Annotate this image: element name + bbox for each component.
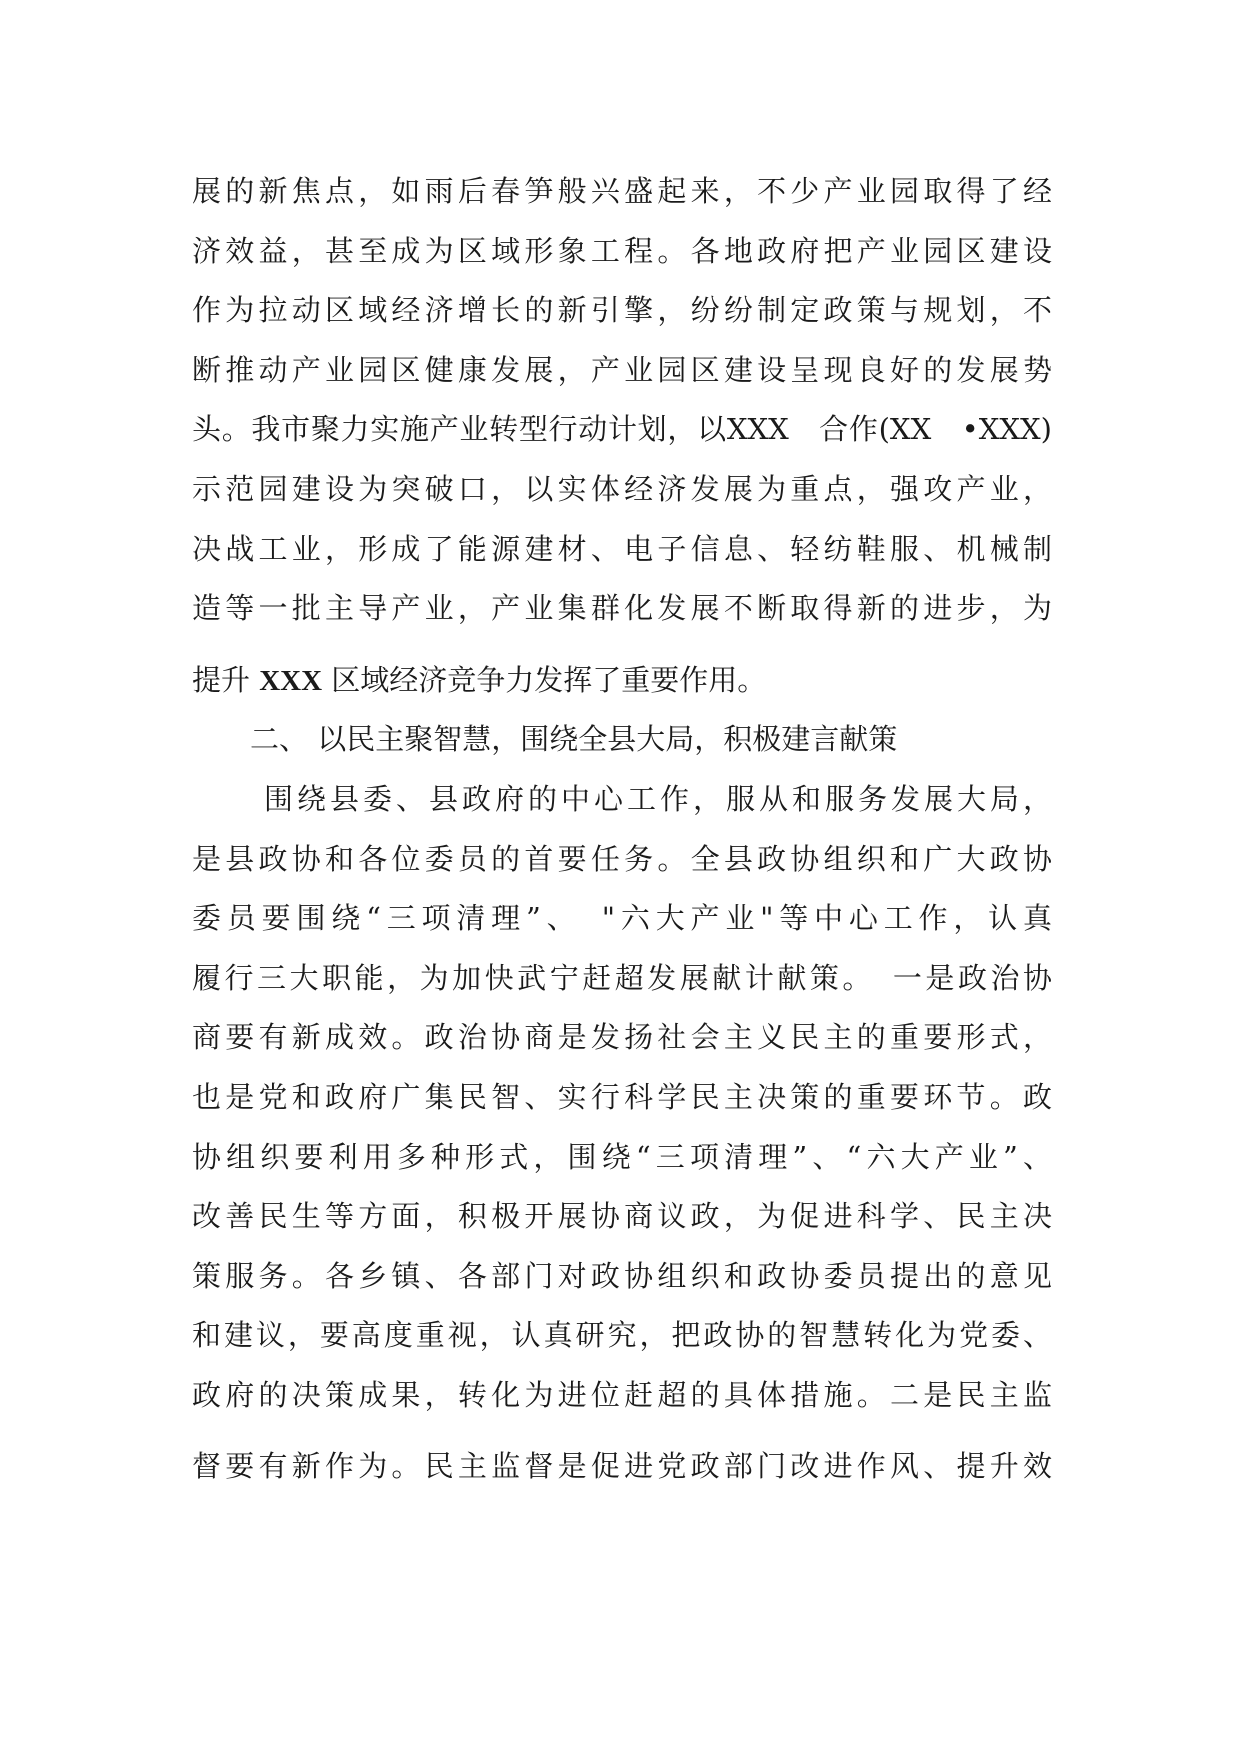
document-body bbox=[192, 162, 1052, 1497]
last-line-suffix: 区域经济竞争力发挥了重要作用。 bbox=[322, 662, 767, 697]
paragraph-line: 商要有新成效。政治协商是发扬社会主义民主的重要形式， bbox=[192, 1020, 1052, 1055]
paragraph-line: 展的新焦点，如雨后春笋般兴盛起来，不少产业园取得了经 bbox=[192, 174, 1052, 208]
paragraph-line: 断推动产业园区健康发展，产业园区建设呈现良好的发展势 bbox=[192, 352, 1052, 387]
region-code-bold: XXX bbox=[259, 664, 323, 697]
paragraph-first-line: 围绕县委、县政府的中心工作，服从和服务发展大局， bbox=[264, 781, 1052, 816]
section-heading: 二、 以民主聚智慧，围绕全县大局，积极建言献策 bbox=[250, 722, 898, 757]
paragraph-line: 督要有新作为。民主监督是促进党政部门改进作风、提升效 bbox=[192, 1449, 1052, 1484]
paragraph-line: 决战工业，形成了能源建材、电子信息、轻纺鞋服、机械制 bbox=[192, 531, 1052, 566]
paragraph-line: 是县政协和各位委员的首要任务。全县政协组织和广大政协 bbox=[192, 841, 1052, 876]
paragraph-last-line bbox=[192, 651, 1052, 711]
paragraph-line: 协组织要利用多种形式，围绕“三项清理”、“六大产业”、 bbox=[192, 1139, 1052, 1174]
paragraph-line: 委员要围绕“三项清理”、 "六大产业"等中心工作，认真 bbox=[192, 901, 1052, 936]
paragraph-line: 改善民生等方面，积极开展协商议政，为促进科学、民主决 bbox=[192, 1199, 1052, 1234]
paragraph-line: 策服务。各乡镇、各部门对政协组织和政协委员提出的意见 bbox=[192, 1258, 1052, 1293]
paragraph-line: 造等一批主导产业，产业集群化发展不断取得新的进步，为 bbox=[192, 591, 1052, 626]
paragraph-line: 示范园建设为突破口，以实体经济发展为重点，强攻产业， bbox=[192, 471, 1052, 506]
paragraph-line: 和建议，要高度重视，认真研究，把政协的智慧转化为党委、 bbox=[192, 1318, 1052, 1353]
paragraph-line: 作为拉动区域经济增长的新引擎，纷纷制定政策与规划，不 bbox=[192, 293, 1052, 328]
paragraph-line: 济效益，甚至成为区域形象工程。各地政府把产业园区建设 bbox=[192, 233, 1052, 268]
paragraph-line: 也是党和政府广集民智、实行科学民主决策的重要环节。政 bbox=[192, 1079, 1052, 1114]
paragraph-line: 履行三大职能，为加快武宁赶超发展献计献策。 一是政治协 bbox=[192, 960, 1052, 995]
last-line-prefix: 提升 bbox=[192, 662, 260, 697]
paragraph-line: 头。我市聚力实施产业转型行动计划，以XXX 合作(XX •XXX) bbox=[192, 412, 1052, 447]
paragraph-line: 政府的决策成果，转化为进位赶超的具体措施。二是民主监 bbox=[192, 1377, 1052, 1412]
